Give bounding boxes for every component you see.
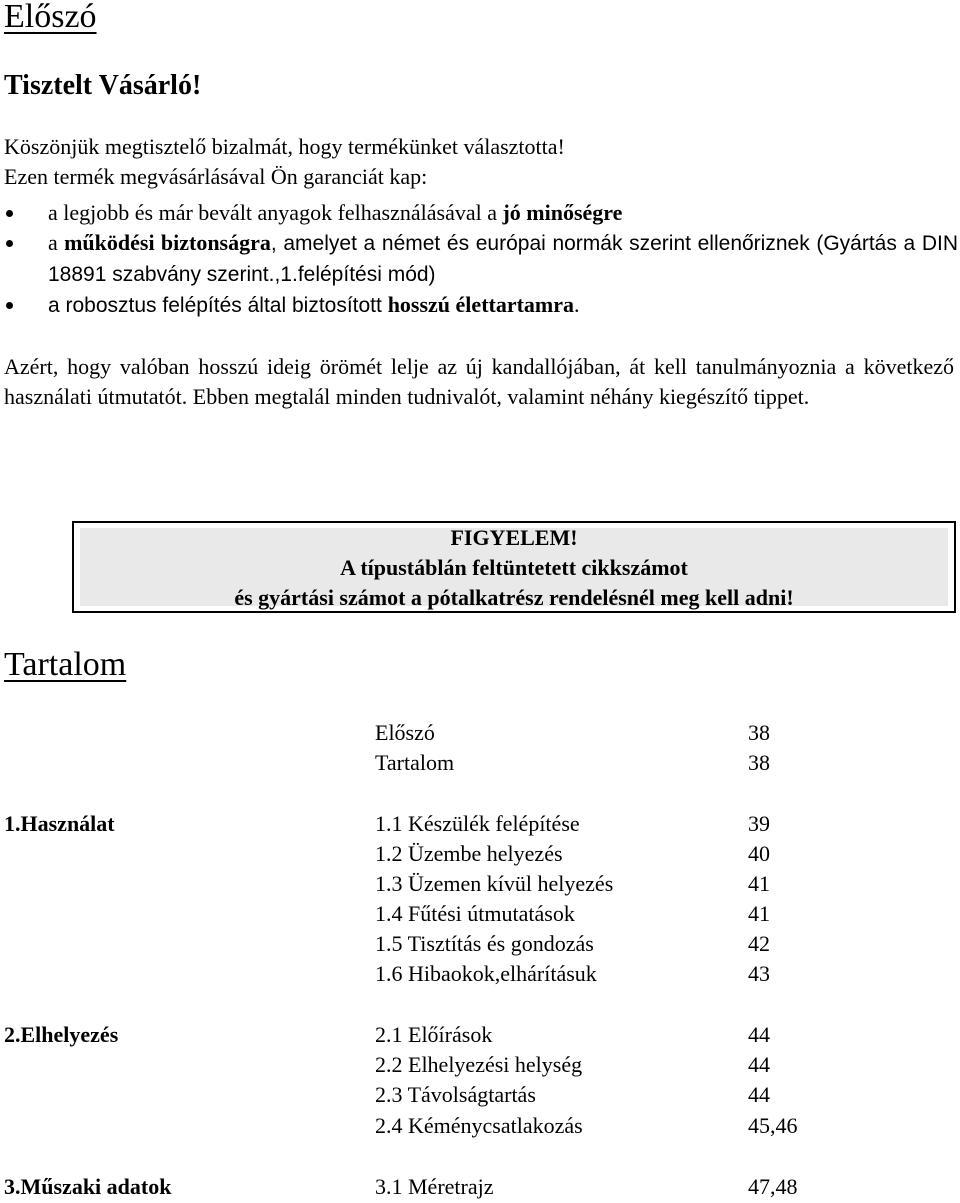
toc-page: 44: [748, 1022, 770, 1047]
toc-entry: 3.1 Méretrajz: [375, 1174, 494, 1199]
bullet-bold: jó minőségre: [502, 200, 623, 225]
toc-section: 3.Műszaki adatok: [4, 1174, 172, 1199]
toc-entry: 2.1 Előírások: [375, 1022, 493, 1047]
warning-title: FIGYELEM!: [450, 525, 578, 550]
toc-entry: 1.3 Üzemen kívül helyezés: [375, 871, 614, 896]
toc-entry: 1.1 Készülék felépítése: [375, 811, 580, 836]
toc-title: Tartalom: [4, 646, 127, 683]
toc-entry: Tartalom: [375, 750, 455, 775]
toc-page: 44: [748, 1052, 770, 1077]
bullet-text: a: [48, 230, 65, 255]
bullet-item: [0, 198, 960, 228]
warning-line: A típustáblán feltüntetett cikkszámot: [340, 555, 688, 580]
bullet-bold: hosszú élettartamra: [387, 292, 575, 317]
toc-entry: 2.4 Kéménycsatlakozás: [375, 1113, 583, 1138]
toc-section: 1.Használat: [4, 811, 115, 836]
toc-page: 39: [748, 811, 770, 836]
bullet-text: .: [574, 292, 580, 317]
toc-entry: 1.6 Hibaokok,elhárításuk: [375, 961, 597, 986]
toc-page: 41: [748, 871, 770, 896]
toc-entry: Előszó: [375, 720, 435, 745]
bullet-item: [0, 228, 958, 290]
bullet-text: a robosztus felépítés által biztosított: [48, 294, 388, 317]
page-heading: Előszó: [4, 0, 97, 35]
bullet-text: , amelyet a német és európai normák szerint ellenőriznek (Gyártás a DIN 18891 szabvány szerint.,1.felépítési mód): [48, 232, 959, 286]
intro-line-1: Köszönjük megtisztelő bizalmát, hogy termékünket választotta!: [4, 134, 565, 159]
greeting: Tisztelt Vásárló!: [4, 70, 202, 101]
toc-entry: 1.5 Tisztítás és gondozás: [375, 931, 594, 956]
toc-page: 42: [748, 931, 770, 956]
toc-section: 2.Elhelyezés: [4, 1022, 119, 1047]
bullet-bold: működési biztonságra: [64, 230, 271, 255]
toc-entry: 1.2 Üzembe helyezés: [375, 841, 563, 866]
toc-entry: 2.2 Elhelyezési helység: [375, 1052, 583, 1077]
intro-line-2: Ezen termék megvásárlásával Ön garanciát kap:: [4, 164, 428, 189]
toc-page: 43: [748, 961, 770, 986]
toc-entry: 1.4 Fűtési útmutatások: [375, 901, 575, 926]
toc-page: 41: [748, 901, 770, 926]
toc-page: 38: [748, 750, 770, 775]
toc-page: 47,48: [748, 1174, 798, 1199]
toc-page: 44: [748, 1082, 770, 1107]
bullet-text: a legjobb és már bevált anyagok felhasználásával a: [48, 200, 503, 225]
warning-line: és gyártási számot a pótalkatrész rendelésnél meg kell adni!: [234, 585, 794, 610]
toc-page: 45,46: [748, 1113, 798, 1138]
warning-box: [72, 521, 956, 613]
intro-paragraph: Azért, hogy valóban hosszú ideig örömét lelje az új kandallójában, át kell tanulmányoznia a következő használati útmutatót. Ebben megtalál minden tudnivalót, valamint néhány kiegészítő tippet.: [4, 354, 954, 409]
toc-entry: 2.3 Távolságtartás: [375, 1082, 536, 1107]
bullet-item: [0, 290, 960, 321]
toc-page: 40: [748, 841, 770, 866]
toc-page: 38: [748, 720, 770, 745]
guarantee-list: [0, 198, 960, 321]
